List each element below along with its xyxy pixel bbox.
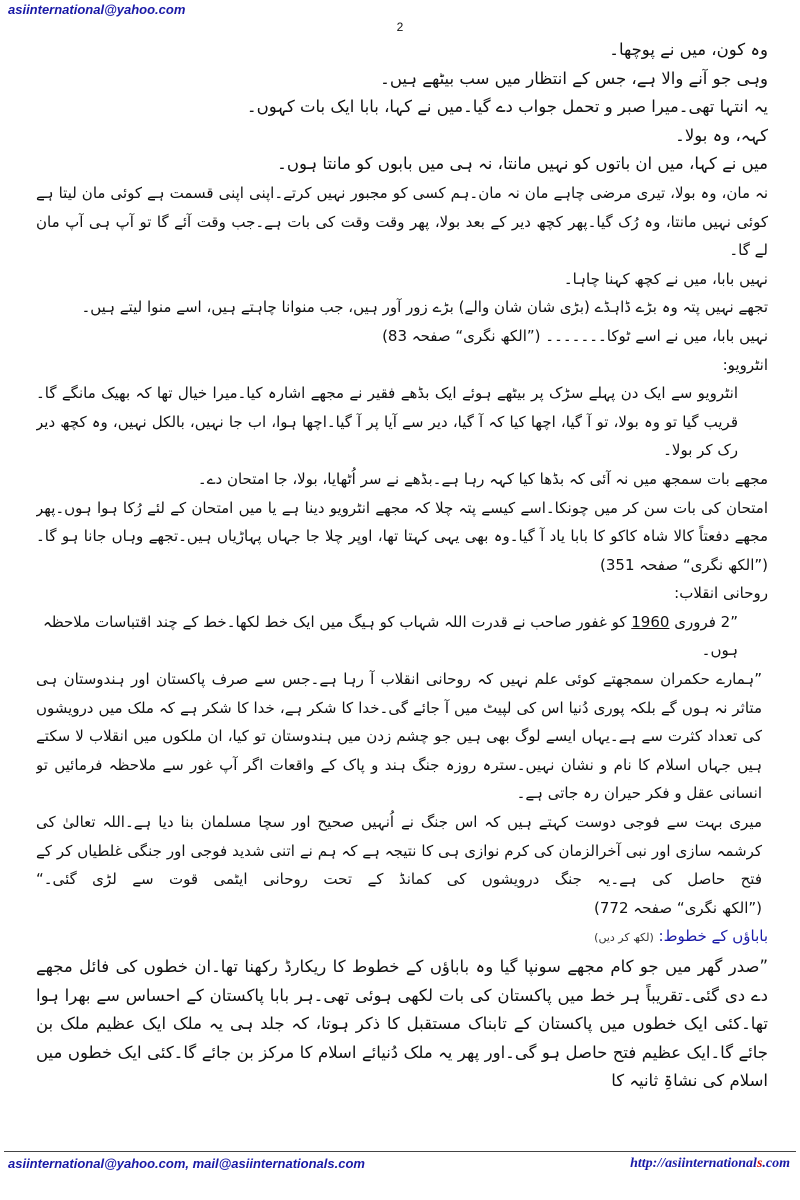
document-body — [36, 36, 768, 1151]
letter-intro-text: کو غفور صاحب نے قدرت اللہ شہاب کو ہیگ میں ایک خط لکھا۔خط کے چند اقتباسات ملاحظہ ہوں۔ — [42, 612, 738, 660]
line-they-are-powerful: تجھے نہیں پتہ وہ بڑے ڈاہڈے (بڑی شان شان والے) بڑے زور آور ہیں، جب منوانا چاہتے ہیں، اسے منوا لیتے ہیں۔ — [81, 298, 768, 317]
page-reference-83: (”الکھ نگری“ صفحہ 83) — [382, 326, 541, 345]
line-who-is-it: وہ کون، میں نے پوچھا۔ — [609, 40, 768, 59]
line-letter-intro — [36, 608, 768, 665]
heading-spiritual-revolution: روحانی انقلاب: — [674, 584, 768, 603]
paragraph-choice-is-yours: نہ مان، وہ بولا، تیری مرضی چاہے مان نہ مان۔ہم کسی کو مجبور نہیں کرتے۔اپنی اپنی قسمت ہے کوئی مان لیتا ہے کوئی نہیں مانتا، وہ رُک گیا۔پھر کچھ دیر کے بعد بولا، پھر وقت وقت کی بات ہے۔جب وقت آئے گا تو آپ ہی آپ مان لے گا۔ — [36, 183, 768, 260]
line-patience-ran-out: یہ انتہا تھی۔میرا صبر و تحمل جواب دے گیا۔میں نے کہا، بابا ایک بات کہوں۔ — [246, 97, 768, 117]
footer-url-red-letter: s — [756, 1156, 763, 1171]
line-did-not-understand: مجھے بات سمجھ میں نہ آئی کہ بڈھا کیا کہہ رہا ہے۔بڈھے نے سر اُٹھایا، بولا، جا امتحان دے۔ — [197, 469, 768, 488]
footer-divider — [4, 1151, 796, 1152]
paragraph-soldier-friends — [36, 808, 768, 922]
page-reference-351: (”الکھ نگری“ صفحہ 351) — [600, 555, 768, 574]
line-i-do-not-believe: میں نے کہا، میں ان باتوں کو نہیں مانتا، نہ ہی میں بابوں کو مانتا ہوں۔ — [277, 154, 768, 174]
line-i-interrupted — [36, 322, 768, 351]
heading-babas-letters-tag: (لکھ کر دیں) — [594, 931, 654, 945]
line-i-interrupted-text: نہیں بابا، میں نے اسے ٹوکا۔۔۔۔۔۔۔ — [545, 326, 768, 345]
paragraph-babas-letters: ”صدر گھر میں جو کام مجھے سونپا گیا وہ باباؤں کے خطوط کا ریکارڈ رکھنا تھا۔ان خطوں کی فائل مجھے دے دی گئی۔تقریباً ہر خط میں پاکستان کی بات لکھی ہوئی تھی۔ہر بابا پاکستان کے احساس سے بھرا ہوا تھا۔کئی ایک خطوں میں پاکستان کے تابناک مستقبل کا ذکر ہوتا، کہ جلد ہی یہ ملک ایک عظیم ملک بن جائے گا۔ایک عظیم فتح حاصل ہو گی۔اور پھر یہ ملک دُنیائے اسلام کا مرکز بن جائے گا۔کئی ایک خطوں میں اسلام کی نشاۃِ ثانیہ کا — [36, 957, 768, 1091]
header-email[interactable]: asiinternational@yahoo.com — [8, 2, 186, 17]
heading-babas-letters-title: باباؤں کے خطوط: — [658, 927, 768, 946]
footer-url-main: http://asiinternational — [630, 1156, 757, 1171]
paragraph-exam — [36, 494, 768, 580]
letter-intro-year: 1960 — [631, 612, 670, 631]
line-no-baba: نہیں بابا، میں نے کچھ کہنا چاہا۔ — [563, 269, 768, 288]
footer-emails[interactable]: asiinternational@yahoo.com, mail@asiinternationals.com — [8, 1156, 365, 1171]
footer-url-tld: .com — [762, 1156, 790, 1171]
page-number: 2 — [396, 20, 404, 34]
letter-intro-date: ”2 فروری — [674, 612, 738, 631]
paragraph-exam-text: امتحان کی بات سن کر میں چونکا۔اسے کیسے پتہ چلا کہ مجھے انٹرویو دینا ہے یا میں امتحان کے لئے رُکا ہوا ہوں۔پھر مجھے دفعتاً کالا شاہ کاکو کا بابا یاد آ گیا۔وہ بھی یہی کہتا تھا، اوپر چلا جا جہاں پہاڑیاں ہیں۔تجھے وہاں جانا ہو گا۔ — [36, 498, 768, 546]
paragraph-soldier-friends-text: میری بہت سے فوجی دوست کہتے ہیں کہ اس جنگ نے اُنہیں صحیح اور سچا مسلمان بنا دیا ہے۔اللہ تعالیٰ کی کرشمہ سازی اور نبی آخرالزمان کی کرم نوازی ہی کا نتیجہ ہے کہ ہم نے اتنی شدید فوجی اور جنگی غلطیاں کر کے فتح حاصل کی ہے۔یہ جنگ درویشوں کی کمانڈ کے تحت روحانی ایٹمی قوت سے لڑی گئی۔“ — [36, 813, 762, 889]
footer-url[interactable] — [630, 1156, 790, 1172]
page-reference-772: (”الکھ نگری“ صفحہ 772) — [594, 898, 762, 917]
heading-interview: انٹرویو: — [722, 355, 768, 374]
line-the-awaited-one: وہی جو آنے والا ہے، جس کے انتظار میں سب بیٹھے ہیں۔ — [380, 68, 768, 88]
paragraph-letter-quote: ”ہمارے حکمران سمجھتے کوئی علم نہیں کہ روحانی انقلاب آ رہا ہے۔جس سے صرف پاکستان اور ہندوستان ہی متاثر نہ ہوں گے بلکہ پوری دُنیا اس کی لپیٹ میں آ جائے گی۔خدا کا شکر ہے، خدا کا شکر ہے کہ ملک میں درویشوں کی تعداد کثرت سے ہے۔یہاں ایسے لوگ بھی ہیں جو چشم زدن میں ہندوستان تو کیا، ان ملکوں میں انقلاب لا سکتے ہیں جہاں اسلام کا نام و نشان نہیں۔سترہ روزہ جنگ ہند و پاک کے واقعات اگر آپ غور سے ملاحظہ فرمائیں تو انسانی عقل و فکر حیران رہ جاتی ہے۔ — [36, 670, 762, 803]
line-speak-he-said: کہہ، وہ بولا۔ — [675, 125, 768, 145]
heading-babas-letters — [36, 922, 768, 953]
paragraph-interview-fakir: انٹرویو سے ایک دن پہلے سڑک پر بیٹھے ہوئے ایک بڈھے فقیر نے مجھے اشارہ کیا۔میرا خیال تھا کہ بھیک مانگے گا۔قریب گیا تو وہ بولا، تو آ گیا، اچھا کیا کہ آ گیا، دیر سے آیا پر آ گیا۔اچھا ہوا، اب جا نہیں، بالکل نہیں، وہ کچھ دیر رک کر بولا۔ — [36, 384, 738, 460]
